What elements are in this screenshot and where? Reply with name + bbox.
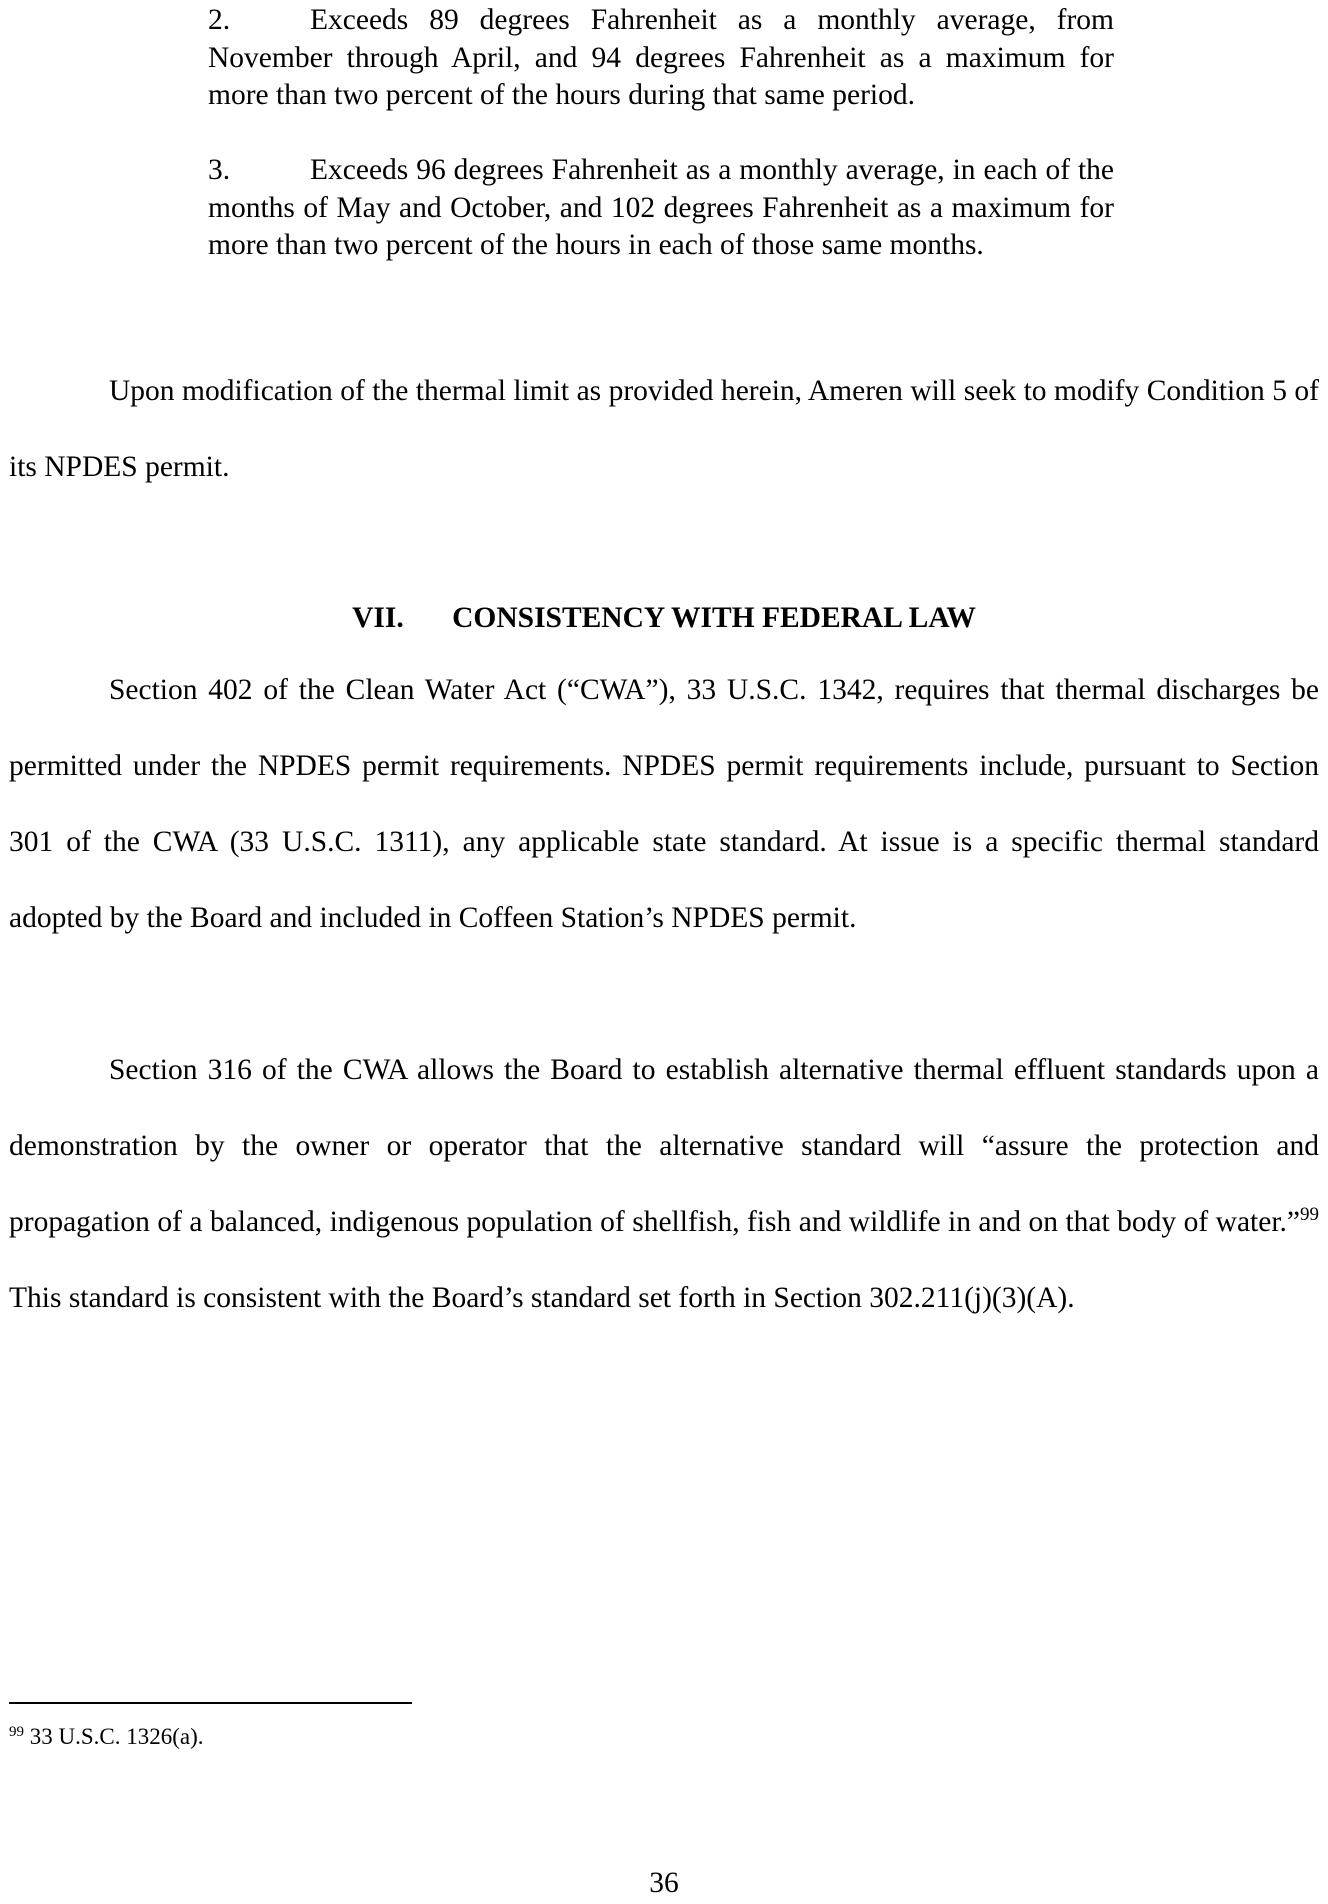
list-item-3 <box>208 152 1114 265</box>
paragraph-text-start: Section 316 of the CWA allows the Board to establish alternative thermal effluent standards upon a demonstration by the owner or operator that the alternative standard will “assure the protection and propagation of a balanced, indigenous population of shellfish, fish and wildlife in and on that body of water.” <box>9 1054 1319 1238</box>
footnote <box>9 1722 204 1752</box>
list-item-2 <box>208 2 1114 115</box>
paragraph-text: Upon modification of the thermal limit as provided herein, Ameren will seek to modify Condition 5 of its NPDES permit. <box>9 375 1319 483</box>
paragraph-section-316 <box>9 1032 1319 1336</box>
list-item-text: Exceeds 89 degrees Fahrenheit as a monthly average, from November through April, and 94 degrees Fahrenheit as a maximum for more than two percent of the hours during that same period. <box>208 4 1114 111</box>
paragraph-text-end: This standard is consistent with the Board’s standard set forth in Section 302.211(j)(3)(A). <box>9 1282 1075 1314</box>
paragraph-section-402 <box>9 652 1319 956</box>
paragraph-modification <box>9 353 1319 505</box>
section-number: VII. <box>352 602 404 634</box>
footnote-text: 33 U.S.C. 1326(a). <box>24 1724 204 1749</box>
paragraph-text: Section 402 of the Clean Water Act (“CWA”), 33 U.S.C. 1342, requires that thermal discharges be permitted under the NPDES permit requirements. NPDES permit requirements include, pursuant to Section 301 of the CWA (33 U.S.C. 1311), any applicable state standard. At issue is a specific thermal standard adopted by the Board and included in Coffeen Station’s NPDES permit. <box>9 674 1319 934</box>
list-item-number: 3. <box>208 154 231 186</box>
footnote-number: 99 <box>9 1724 24 1740</box>
section-title: CONSISTENCY WITH FEDERAL LAW <box>452 602 976 634</box>
list-item-text: Exceeds 96 degrees Fahrenheit as a monthly average, in each of the months of May and October, and 102 degrees Fahrenheit as a maximum for more than two percent of the hours in each of those same months. <box>208 154 1114 261</box>
footnote-separator <box>9 1702 412 1704</box>
footnote-reference: 99 <box>1300 1204 1319 1225</box>
page-number: 36 <box>649 1867 679 1899</box>
list-item-number: 2. <box>208 4 231 36</box>
section-heading <box>0 600 1328 636</box>
